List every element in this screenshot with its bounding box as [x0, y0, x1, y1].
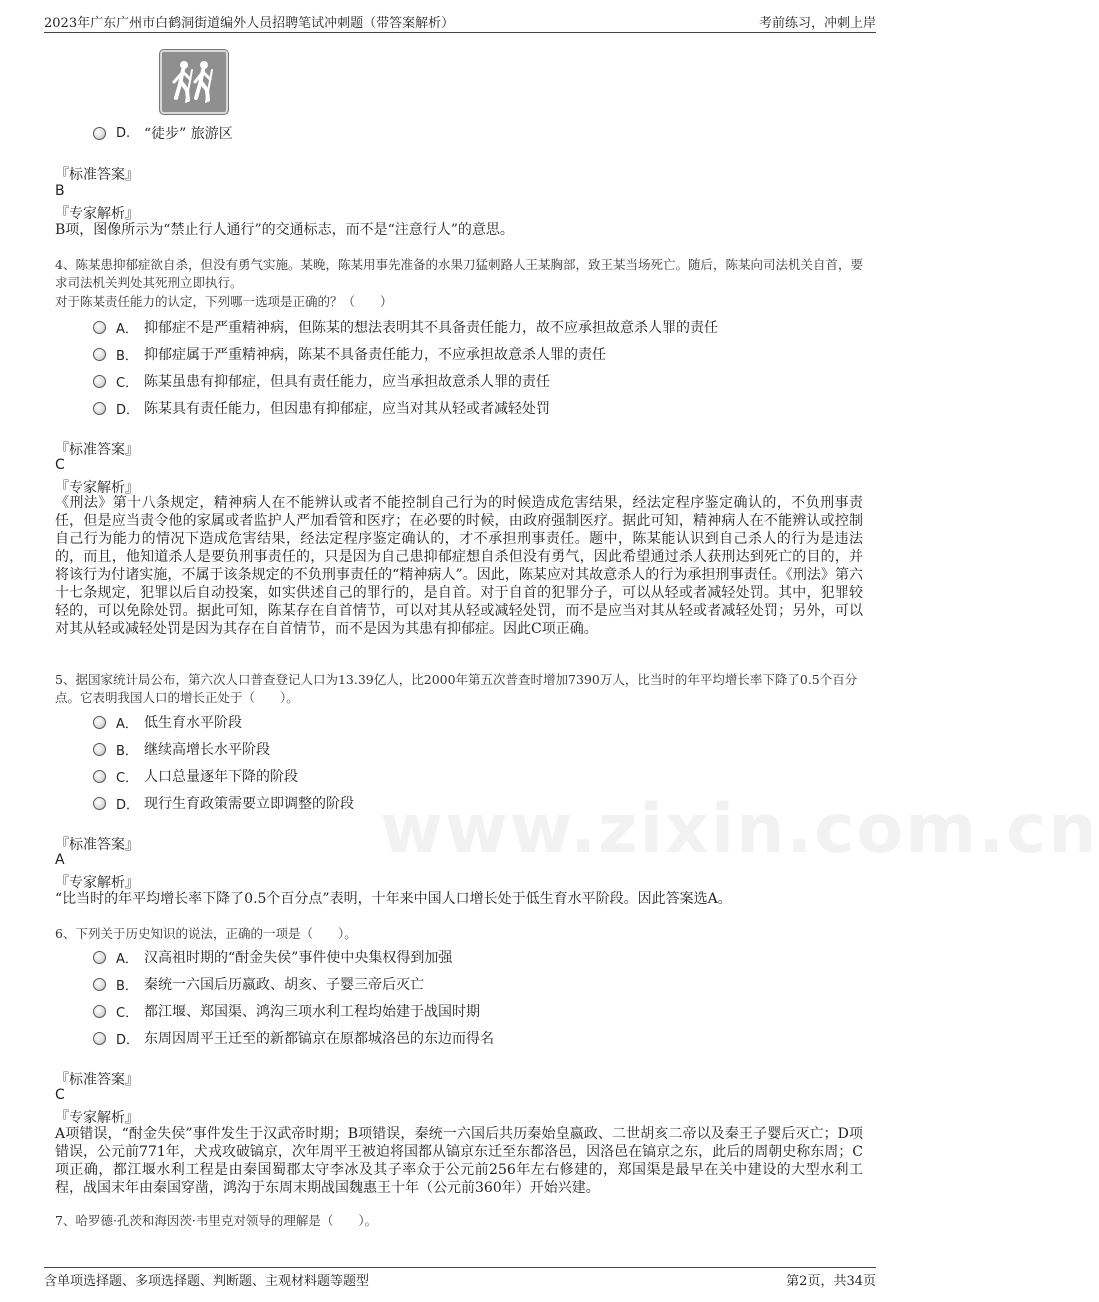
footer-divider: [44, 1267, 876, 1268]
q5-analysis: “比当时的年平均增长率下降了0.5个百分点”表明，十年来中国人口增长处于低生育水平阶段。因此答案选A。: [55, 891, 732, 907]
q5-option-a[interactable]: A． 低生育水平阶段: [93, 712, 242, 732]
q5-analysis-label: 『专家解析』: [55, 875, 139, 891]
q3-option-d[interactable]: D. “徒步” 旅游区: [93, 123, 233, 143]
radio-icon[interactable]: [93, 797, 106, 810]
radio-icon[interactable]: [93, 127, 106, 140]
q6-answer-label: 『标准答案』: [55, 1072, 139, 1088]
radio-icon[interactable]: [93, 770, 106, 783]
q4-option-c[interactable]: C． 陈某虽患有抑郁症，但具有责任能力，应当承担故意杀人罪的责任: [93, 371, 550, 391]
q5-answer-label: 『标准答案』: [55, 837, 139, 853]
radio-icon[interactable]: [93, 951, 106, 964]
q5-stem: 5、据国家统计局公布，第六次人口普查登记人口为13.39亿人，比2000年第五次普查时增加7390万人，比当时的年平均增长率下降了0.5个百分点。它表明我国人口的增长正处于（ ）。: [55, 672, 858, 705]
q3-answer-label: 『标准答案』: [55, 167, 139, 183]
q6-answer: C: [55, 1087, 65, 1103]
radio-icon[interactable]: [93, 1032, 106, 1045]
radio-icon[interactable]: [93, 348, 106, 361]
q5-option-b[interactable]: B． 继续高增长水平阶段: [93, 739, 270, 759]
radio-icon[interactable]: [93, 402, 106, 415]
hiking-sign-icon: [160, 50, 228, 114]
q3-answer: B: [55, 183, 65, 199]
q6-option-c[interactable]: C． 都江堰、郑国渠、鸿沟三项水利工程均始建于战国时期: [93, 1001, 480, 1021]
q5-option-d[interactable]: D． 现行生育政策需要立即调整的阶段: [93, 793, 354, 813]
q6-option-d[interactable]: D． 东周因周平王迁至的新都镐京在原都城洛邑的东边而得名: [93, 1028, 494, 1048]
q5-option-c[interactable]: C． 人口总量逐年下降的阶段: [93, 766, 298, 786]
radio-icon[interactable]: [93, 978, 106, 991]
q6-option-b[interactable]: B． 秦统一六国后历嬴政、胡亥、子婴三帝后灭亡: [93, 974, 424, 994]
radio-icon[interactable]: [93, 716, 106, 729]
q3-analysis-label: 『专家解析』: [55, 206, 139, 222]
q4-stem: 4、陈某患抑郁症欲自杀，但没有勇气实施。某晚，陈某用事先准备的水果刀猛刺路人王某胸部，致王某当场死亡。随后，陈某向司法机关自首，要求司法机关判处其死刑立即执行。: [55, 257, 863, 290]
q4-analysis: 《刑法》第十八条规定，精神病人在不能辨认或者不能控制自己行为的时候造成危害结果，经法定程序鉴定确认的，不负刑事责任，但是应当责令他的家属或者监护人严加看管和医疗；在必要的时候，由政府强制医疗。据此可知，精神病人在不能辨认或控制自己行为能力的情况下造成危害结果，经法定程序鉴定确认的，才不承担刑事责任。题中，陈某能认识到自己杀人的行为是违法的，而且，他知道杀人是要负刑事责任的，只是因为自己患抑郁症想自杀但没有勇气，因此希望通过杀人获刑达到死亡的目的，并将该行为付诸实施，不属于该条规定的不负刑事责任的“精神病人”。因此，陈某应对其故意杀人的行为承担刑事责任。《刑法》第六十七条规定，犯罪以后自动投案，如实供述自己的罪行的，是自首。对于自首的犯罪分子，可以从轻或者减轻处罚。其中，犯罪较轻的，可以免除处罚。据此可知，陈某存在自首情节，可以对其从轻或减轻处罚，而不是应当对其从轻或者减轻处罚；另外，可以对其从轻或减轻处罚是因为其存在自首情节，而不是因为其患有抑郁症。因此C项正确。: [55, 495, 863, 637]
watermark: www.zixin.com.cn: [380, 790, 1099, 869]
radio-icon[interactable]: [93, 321, 106, 334]
page-header-title: 2023年广东广州市白鹤洞街道编外人员招聘笔试冲刺题（带答案解析）: [44, 16, 455, 31]
q4-option-b[interactable]: B． 抑郁症属于严重精神病，陈某不具备责任能力，不应承担故意杀人罪的责任: [93, 344, 606, 364]
q4-option-a[interactable]: A． 抑郁症不是严重精神病，但陈某的想法表明其不具备责任能力，故不应承担故意杀人罪的责任: [93, 317, 718, 337]
q7-stem: 7、哈罗德·孔茨和海因茨·韦里克对领导的理解是（ ）。: [55, 1213, 378, 1228]
q4-answer-label: 『标准答案』: [55, 442, 139, 458]
q3-analysis: B项，图像所示为“禁止行人通行”的交通标志，而不是“注意行人”的意思。: [55, 222, 514, 238]
radio-icon[interactable]: [93, 743, 106, 756]
q4-answer: C: [55, 457, 65, 473]
q6-stem: 6、下列关于历史知识的说法，正确的一项是（ ）。: [55, 926, 357, 941]
page-number: 第2页，共34页: [786, 1274, 876, 1289]
q6-option-a[interactable]: A． 汉高祖时期的“酎金失侯”事件使中央集权得到加强: [93, 947, 452, 967]
page-footer-note: 含单项选择题、多项选择题、判断题、主观材料题等题型: [44, 1274, 370, 1289]
radio-icon[interactable]: [93, 375, 106, 388]
page-header-slogan: 考前练习，冲刺上岸: [758, 16, 876, 31]
radio-icon[interactable]: [93, 1005, 106, 1018]
q5-answer: A: [55, 852, 65, 868]
q6-analysis: A项错误，“酎金失侯”事件发生于汉武帝时期；B项错误，秦统一六国后共历秦始皇嬴政、二世胡亥二帝以及秦王子婴后灭亡；D项错误，公元前771年，犬戎攻破镐京，次年周平王被迫将国都从镐京东迁至东都洛邑，因洛邑在镐京之东，此后的周朝史称东周；C项正确，都江堰水利工程是由秦国蜀郡太守李冰及其子率众于公元前256年左右修建的，郑国渠是最早在关中建设的大型水利工程，战国末年由秦国穿凿，鸿沟于东周末期战国魏惠王十年（公元前360年）开始兴建。: [55, 1126, 863, 1196]
q4-analysis-label: 『专家解析』: [55, 480, 139, 496]
header-divider: [44, 32, 876, 33]
q6-analysis-label: 『专家解析』: [55, 1110, 139, 1126]
q4-option-d[interactable]: D． 陈某具有责任能力，但因患有抑郁症，应当对其从轻或者减轻处罚: [93, 398, 550, 418]
q4-question: 对于陈某责任能力的认定，下列哪一选项是正确的？（ ）: [55, 294, 393, 309]
